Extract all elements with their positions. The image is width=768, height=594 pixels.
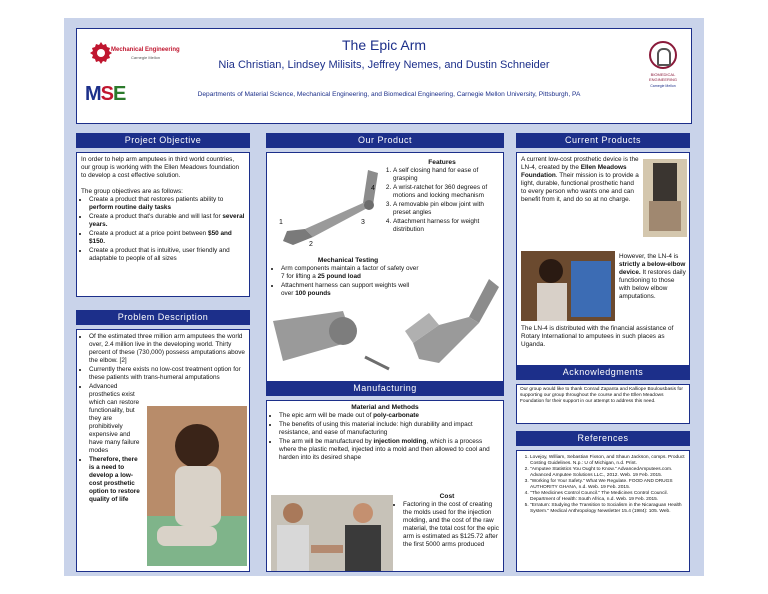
list-item: • Create a product at a price point between $50 and $150. bbox=[89, 230, 245, 246]
label-2: 2 bbox=[309, 241, 313, 248]
problem-heading: Problem Description bbox=[76, 310, 250, 325]
hand-render-image bbox=[399, 273, 501, 377]
child-with-prosthetic-photo bbox=[521, 251, 615, 321]
poster-header bbox=[76, 28, 692, 124]
handshake-photo bbox=[271, 495, 393, 571]
list-item: • Currently there exists no low-cost treatment option for these patients with trans-humeral amputations bbox=[89, 366, 245, 382]
logo-me-sub: Carnegie Mellon bbox=[131, 55, 161, 60]
poster-authors: Nia Christian, Lindsey Milisits, Jeffrey Nemes, and Dustin Schneider bbox=[218, 59, 550, 71]
current-products-box bbox=[516, 152, 690, 372]
label-3: 3 bbox=[361, 219, 365, 226]
reference-item: 3. "Working for Your Safety." What We Regulate. FOOD AND DRUGS AUTHORITY GHANA, n.d. Web. 19 Feb. 2015. bbox=[530, 479, 686, 491]
poster bbox=[64, 18, 704, 576]
product-box bbox=[266, 152, 504, 382]
problem-box bbox=[76, 329, 250, 572]
logo-me-name: Mechanical Engineering bbox=[111, 47, 180, 53]
biomedical-engineering-logo: BIOMEDICAL ENGINEERING Carnegie Mellon bbox=[643, 41, 683, 113]
acknowledgments-box bbox=[516, 384, 690, 424]
references-box bbox=[516, 450, 690, 572]
list-item: • Create a product that's durable and will last for several years. bbox=[89, 213, 245, 229]
objective-intro: In order to help arm amputees in third world countries, our group is working with the Ellen Meadows foundation to develop a cost effective solution. bbox=[81, 156, 240, 179]
child-photo bbox=[147, 406, 247, 566]
list-item: • The epic arm will be made out of poly-carbonate bbox=[279, 412, 499, 420]
cost-title: Cost bbox=[439, 493, 455, 500]
acknowledgments-text: Our group would like to thank Conrad Zapanta and Kalliope Boulousbasis for supporting our group throughout the course and the Ellen Meadows Foundation for their support in our attempt to address this need. bbox=[520, 387, 683, 404]
ln4-hand-photo bbox=[643, 159, 687, 237]
materials-title: Material and Methods bbox=[351, 404, 419, 411]
label-4: 4 bbox=[371, 185, 375, 192]
objective-box bbox=[76, 152, 250, 297]
bme-emblem-icon bbox=[649, 41, 677, 69]
reference-item: 1. Lovejoy, William, Sebastian Fixson, and Shaun Jackson, comps. Product Costing Guidelines. N.p.: U of Michigan, n.d. Print. bbox=[530, 455, 686, 467]
list-item: • Of the estimated three million arm amputees the world over, 2.4 million live in the developing world. Thirty percent of these (730,000) possess amputations above the elbow. [2] bbox=[89, 333, 245, 365]
list-item: • The arm will be manufactured by injection molding, which is a process where the plastic melted, injected into a mold and then allowed to cool and harden into its desired shape bbox=[279, 438, 499, 462]
list-item: • Advanced prosthetics exist which can restore functionality, but they are prohibitively expensive and have many failure modes bbox=[89, 383, 143, 455]
list-item: • Therefore, there is a need to develop a low-cost prosthetic option to restore quality of life bbox=[89, 456, 143, 504]
list-item: 3. A removable pin elbow joint with preset angles bbox=[393, 201, 501, 217]
elbow-joint-image bbox=[273, 311, 393, 379]
features-block bbox=[383, 159, 501, 235]
poster-title: The Epic Arm bbox=[341, 37, 427, 53]
list-item: • Factoring in the cost of creating the molds used for the injection molding, and the cost of the raw material, the total cost for the epic arm is estimated as $125.72 after the first 5000 arms produced bbox=[403, 501, 499, 549]
reference-item: 5. "Erratum: Studying the Transition to Socialism in the Nicaraguan Health System." Medical Anthropology Newsletter 15.4 (1984): 105. Web. bbox=[530, 503, 686, 515]
objective-lead: The group objectives are as follows: bbox=[81, 188, 183, 195]
list-item: 1. A self closing hand for ease of grasping bbox=[393, 167, 501, 183]
reference-item: 2. "Amputee Statistics You Ought to Know." AdvancedAmputees.com. Advanced Amputee Solutions LLC., 2012. Web. 19 Feb. 2015. bbox=[530, 467, 686, 479]
objective-heading: Project Objective bbox=[76, 133, 250, 148]
cost-block bbox=[395, 493, 499, 550]
references-heading: References bbox=[516, 431, 690, 446]
reference-item: 4. "The Medicines Control Council." The Medicines Control Council. Department of Health: South Africa, n.d. Web. 19 Feb. 2015. bbox=[530, 491, 686, 503]
objective-list bbox=[81, 196, 245, 263]
list-item: • Create a product that restores patients ability to perform routine daily tasks bbox=[89, 196, 245, 212]
list-item: • Arm components maintain a factor of safety over 7 for lifting a 25 pound load bbox=[281, 265, 423, 281]
list-item: • The benefits of using this material include: high durability and impact resistance, and ease of manufacturing bbox=[279, 421, 499, 437]
label-1: 1 bbox=[279, 219, 283, 226]
current-products-heading: Current Products bbox=[516, 133, 690, 148]
list-item: • Create a product that is intuitive, user friendly and adaptable to people of all sizes bbox=[89, 247, 245, 263]
testing-title: Mechanical Testing bbox=[317, 257, 379, 264]
product-heading: Our Product bbox=[266, 133, 504, 148]
arm-render-image bbox=[273, 165, 381, 249]
manufacturing-heading: Manufacturing bbox=[266, 381, 504, 396]
list-item: 4. Attachment harness for weight distribution bbox=[393, 218, 501, 234]
list-item: • Attachment harness can support weights well over 100 pounds bbox=[281, 282, 423, 298]
current-p3: The LN-4 is distributed with the financial assistance of Rotary International to amputees in such places as Uganda. bbox=[521, 325, 674, 348]
poster-departments: Departments of Material Science, Mechanical Engineering, and Biomedical Engineering, Carnegie Mellon University, Pittsburgh, PA bbox=[197, 91, 581, 98]
acknowledgments-heading: Acknowledgments bbox=[516, 365, 690, 380]
current-p2: However, the LN-4 is strictly a below-elbow device. It restores daily functioning to those with below elbow amputations. bbox=[619, 253, 686, 300]
manufacturing-box bbox=[266, 400, 504, 572]
list-item: 2. A wrist-ratchet for 360 degrees of motions and locking mechanism bbox=[393, 184, 501, 200]
features-title: Features bbox=[428, 159, 456, 166]
current-p1: A current low-cost prosthetic device is the LN-4, created by the Ellen Meadows Foundation. Their mission is to provide a light, durable, functional prosthetic hand to every person who wants one and can benefit from it, and do so at no charge. bbox=[521, 156, 639, 203]
mse-logo: MSE bbox=[85, 83, 126, 105]
